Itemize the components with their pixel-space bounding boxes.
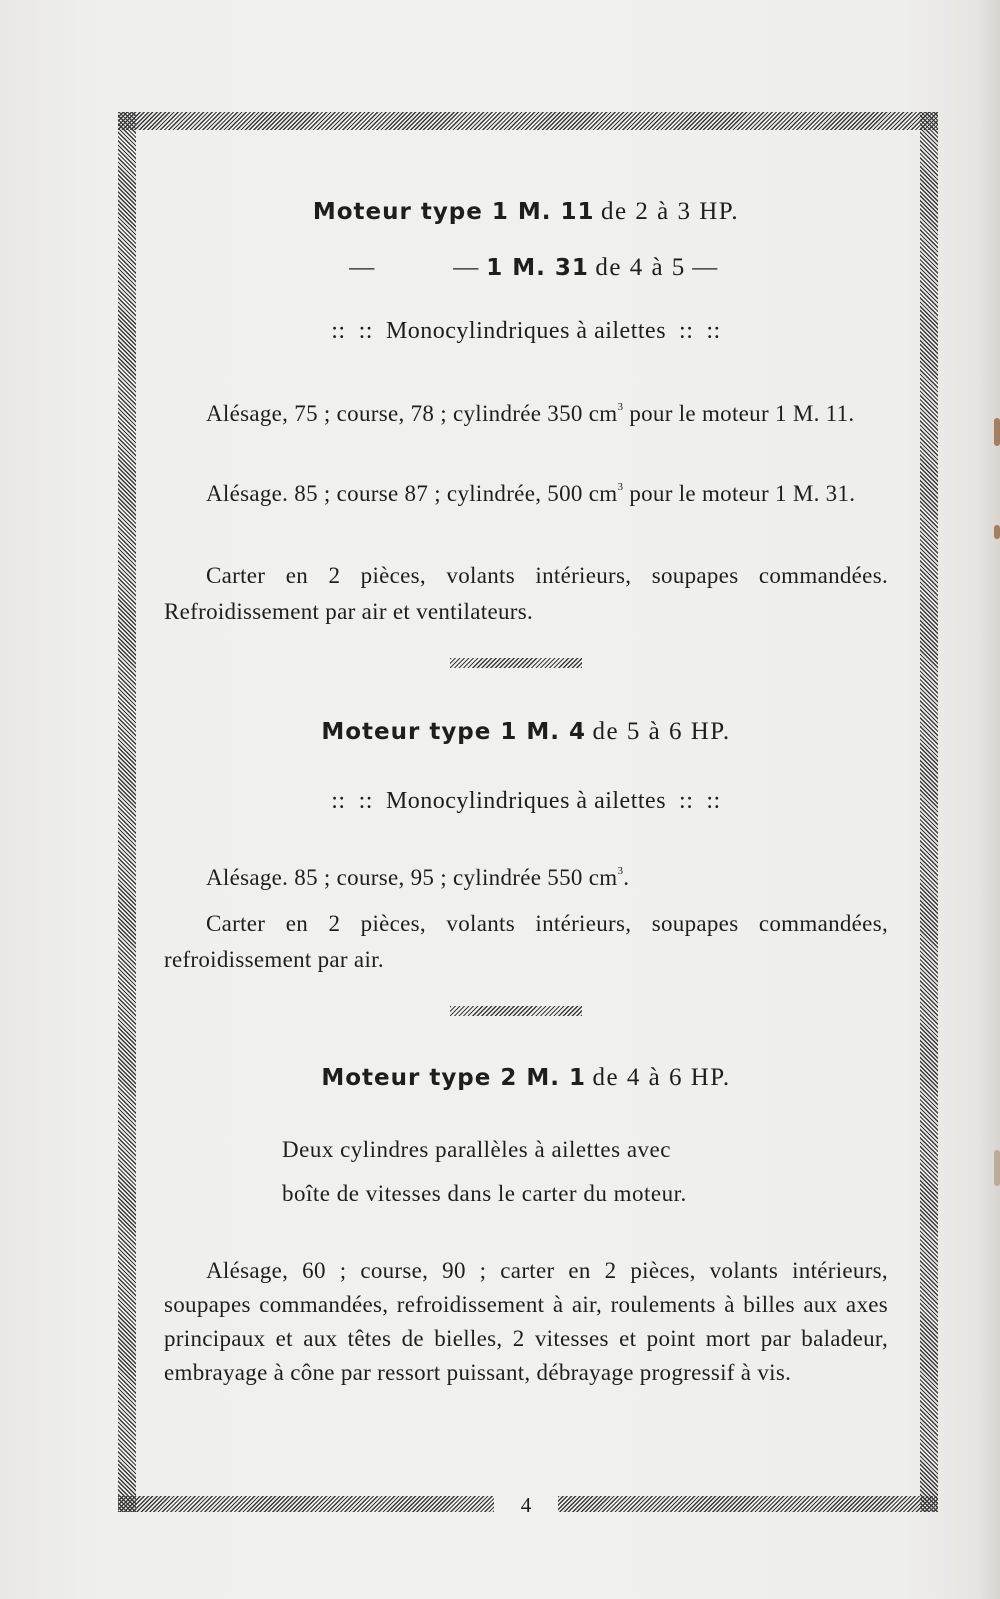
spec-paragraph <box>164 860 888 896</box>
edge-stain <box>994 1150 1000 1186</box>
frame-border-left <box>118 112 136 1512</box>
section-subheading <box>224 252 844 282</box>
engine-type-line: :: :: Monocylindriques à ailettes :: :: <box>331 788 721 814</box>
edge-stain <box>994 418 1000 446</box>
spec-text: Alésage. 85 ; course 87 ; cylindrée, 500 cm <box>206 481 618 506</box>
spec-paragraph <box>164 396 888 432</box>
ditto-dash: — <box>692 254 719 281</box>
section-heading <box>164 716 888 746</box>
heading-power: de 4 à 6 HP. <box>592 1064 731 1091</box>
page-number: 4 <box>520 1493 532 1517</box>
description-text: Carter en 2 pièces, volants intérieurs, soupapes commandées. Refroidissement par air et ventilateurs. <box>164 563 888 624</box>
spec-paragraph <box>164 476 888 512</box>
spec-text: pour le moteur 1 M. 31. <box>623 481 856 506</box>
superscript: 3 <box>617 481 624 493</box>
subheading-model: 1 M. 31 <box>486 255 589 281</box>
description-paragraph <box>164 558 888 630</box>
heading-power: de 2 à 3 HP. <box>601 198 740 225</box>
heading-power: de 5 à 6 HP. <box>592 718 731 745</box>
frame-border-right <box>920 112 938 1512</box>
page-edge-shadow <box>978 0 1000 1599</box>
spec-text: Alésage. 85 ; course, 95 ; cylindrée 550 cm <box>206 865 618 890</box>
superscript: 3 <box>617 865 624 877</box>
section-divider <box>450 658 582 668</box>
section-divider <box>450 1006 582 1016</box>
section-heading <box>164 1062 888 1092</box>
spec-text: Alésage, 75 ; course, 78 ; cylindrée 350 cm <box>206 401 618 426</box>
heading-model: Moteur type 1 M. 11 <box>312 199 595 225</box>
engine-type-line: :: :: Monocylindriques à ailettes :: :: <box>331 318 721 344</box>
edge-stain <box>994 525 1000 539</box>
intro-line: boîte de vitesses dans le carter du moteur. <box>282 1181 687 1206</box>
description-text: Alésage, 60 ; course, 90 ; carter en 2 pièces, volants intérieurs, soupapes commandées, refroidissement à air, roulements à billes aux axes principaux et aux têtes de bielles, 2 vitesses et point mort par baladeur, embrayage à cône par ressort puissant, débrayage progressif à vis. <box>164 1258 888 1385</box>
intro-line: Deux cylindres parallèles à ailettes avec <box>282 1137 671 1162</box>
description-paragraph <box>164 1254 888 1390</box>
frame-border-bottom-left <box>118 1496 494 1512</box>
frame-border-top <box>118 112 938 130</box>
intro-block <box>282 1128 762 1216</box>
spec-text: pour le moteur 1 M. 11. <box>623 401 855 426</box>
section-heading <box>164 196 888 226</box>
superscript: 3 <box>617 401 624 413</box>
heading-model: Moteur type 2 M. 1 <box>321 1065 587 1091</box>
spec-text: . <box>623 865 630 890</box>
frame-border-bottom-right <box>558 1496 938 1512</box>
description-paragraph <box>164 906 888 978</box>
heading-model: Moteur type 1 M. 4 <box>321 719 587 745</box>
subheading-power: de 4 à 5 <box>595 254 686 281</box>
description-text: Carter en 2 pièces, volants intérieurs, soupapes commandées, refroidissement par air. <box>164 911 888 972</box>
ditto-dashes: — — <box>349 254 480 281</box>
